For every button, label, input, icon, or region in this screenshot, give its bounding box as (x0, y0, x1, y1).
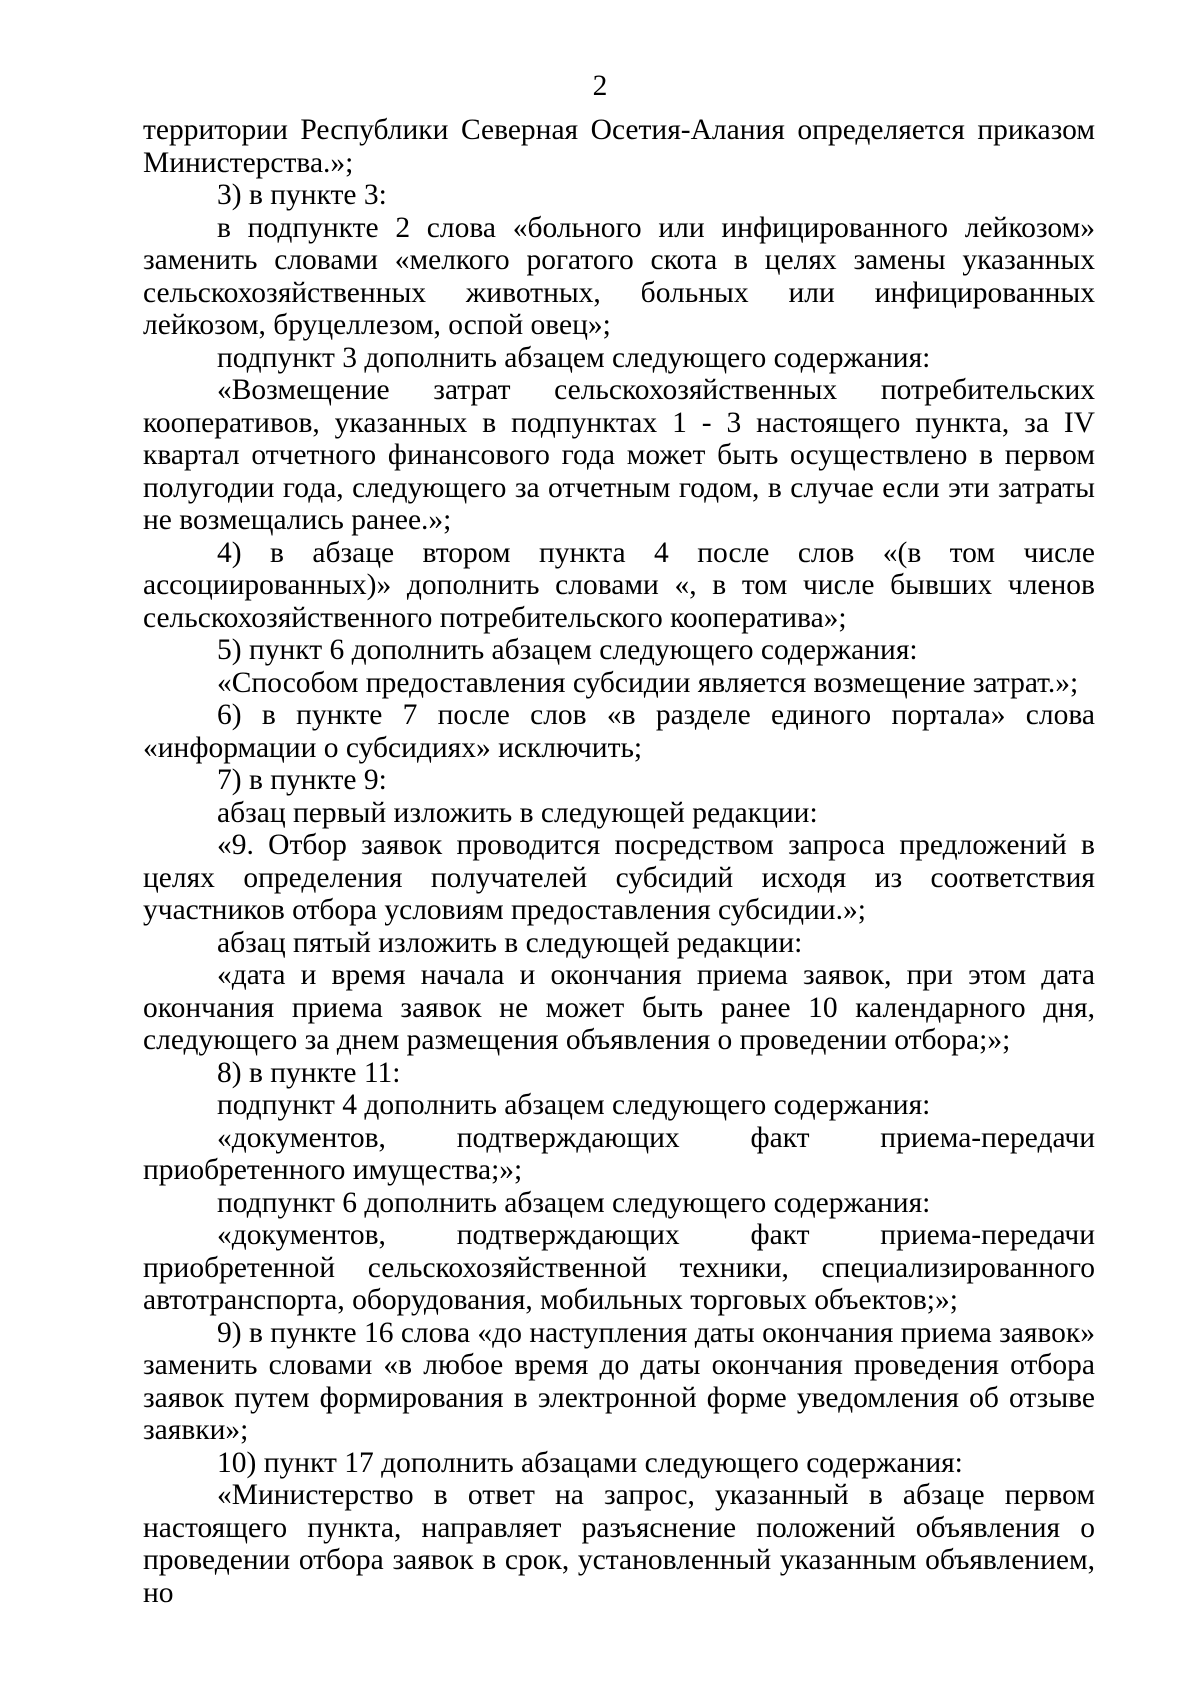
paragraph: 4) в абзаце втором пункта 4 после слов «(в том числе ассоциированных)» дополнить словами «, в том числе бывших членов сельскохозяйственного потребительского кооператива»; (143, 536, 1095, 634)
paragraph: «документов, подтверждающих факт приема-передачи приобретенного имущества;»; (143, 1121, 1095, 1186)
paragraph: «Министерство в ответ на запрос, указанный в абзаце первом настоящего пункта, направляет разъяснение положений объявления о проведении отбора заявок в срок, установленный указанным объявлением, но (143, 1479, 1095, 1609)
paragraph: 3) в пункте 3: (217, 179, 387, 211)
paragraph: «дата и время начала и окончания приема заявок, при этом дата окончания приема заявок не может быть ранее 10 календарного дня, следующего за днем размещения объявления о проведении отбора;»; (143, 959, 1095, 1056)
paragraph: «Возмещение затрат сельскохозяйственных потребительских кооперативов, указанных в подпунктах 1 - 3 настоящего пункта, за IV квартал отчетного финансового года может быть осуществлено в первом полугодии года, следующего за отчетным годом, в случае если эти затраты не возмещались ранее.»; (143, 374, 1095, 536)
paragraph: абзац первый изложить в следующей редакции: (217, 796, 818, 829)
paragraph: 5) пункт 6 дополнить абзацем следующего содержания: (217, 634, 918, 666)
paragraph: 9) в пункте 16 слова «до наступления даты окончания приема заявок» заменить словами «в любое время до даты окончания проведения отбора заявок путем формирования в электронной форме уведомления об отзыве заявки»; (143, 1316, 1095, 1446)
paragraph: территории Республики Северная Осетия-Алания определяется приказом Министерства.»; (143, 114, 1095, 179)
paragraph: 7) в пункте 9: (217, 764, 387, 796)
paragraph: подпункт 6 дополнить абзацем следующего содержания: (217, 1186, 931, 1219)
paragraph: 6) в пункте 7 после слов «в разделе единого портала» слова «информации о субсидиях» исключить; (143, 699, 1095, 764)
paragraph: подпункт 3 дополнить абзацем следующего содержания: (217, 341, 931, 374)
paragraph: подпункт 4 дополнить абзацем следующего содержания: (217, 1089, 931, 1121)
paragraph: в подпункте 2 слова «больного или инфицированного лейкозом» заменить словами «мелкого рогатого скота в целях замены указанных сельскохозяйственных животных, больных или инфицированных лейкозом, бруцеллезом, оспой овец»; (143, 211, 1095, 341)
paragraph: 8) в пункте 11: (217, 1056, 401, 1089)
page-number: 2 (592, 70, 608, 102)
paragraph: 10) пункт 17 дополнить абзацами следующего содержания: (217, 1446, 963, 1479)
paragraph: абзац пятый изложить в следующей редакции: (217, 926, 803, 959)
paragraph: «9. Отбор заявок проводится посредством запроса предложений в целях определения получателей субсидий исходя из соответствия участников отбора условиям предоставления субсидии.»; (143, 829, 1095, 926)
paragraph: «Способом предоставления субсидии является возмещение затрат.»; (217, 666, 1079, 699)
document-body (143, 114, 1095, 1609)
paragraph: «документов, подтверждающих факт приема-передачи приобретенной сельскохозяйственной техники, специализированного автотранспорта, оборудования, мобильных торговых объектов;»; (143, 1219, 1095, 1316)
